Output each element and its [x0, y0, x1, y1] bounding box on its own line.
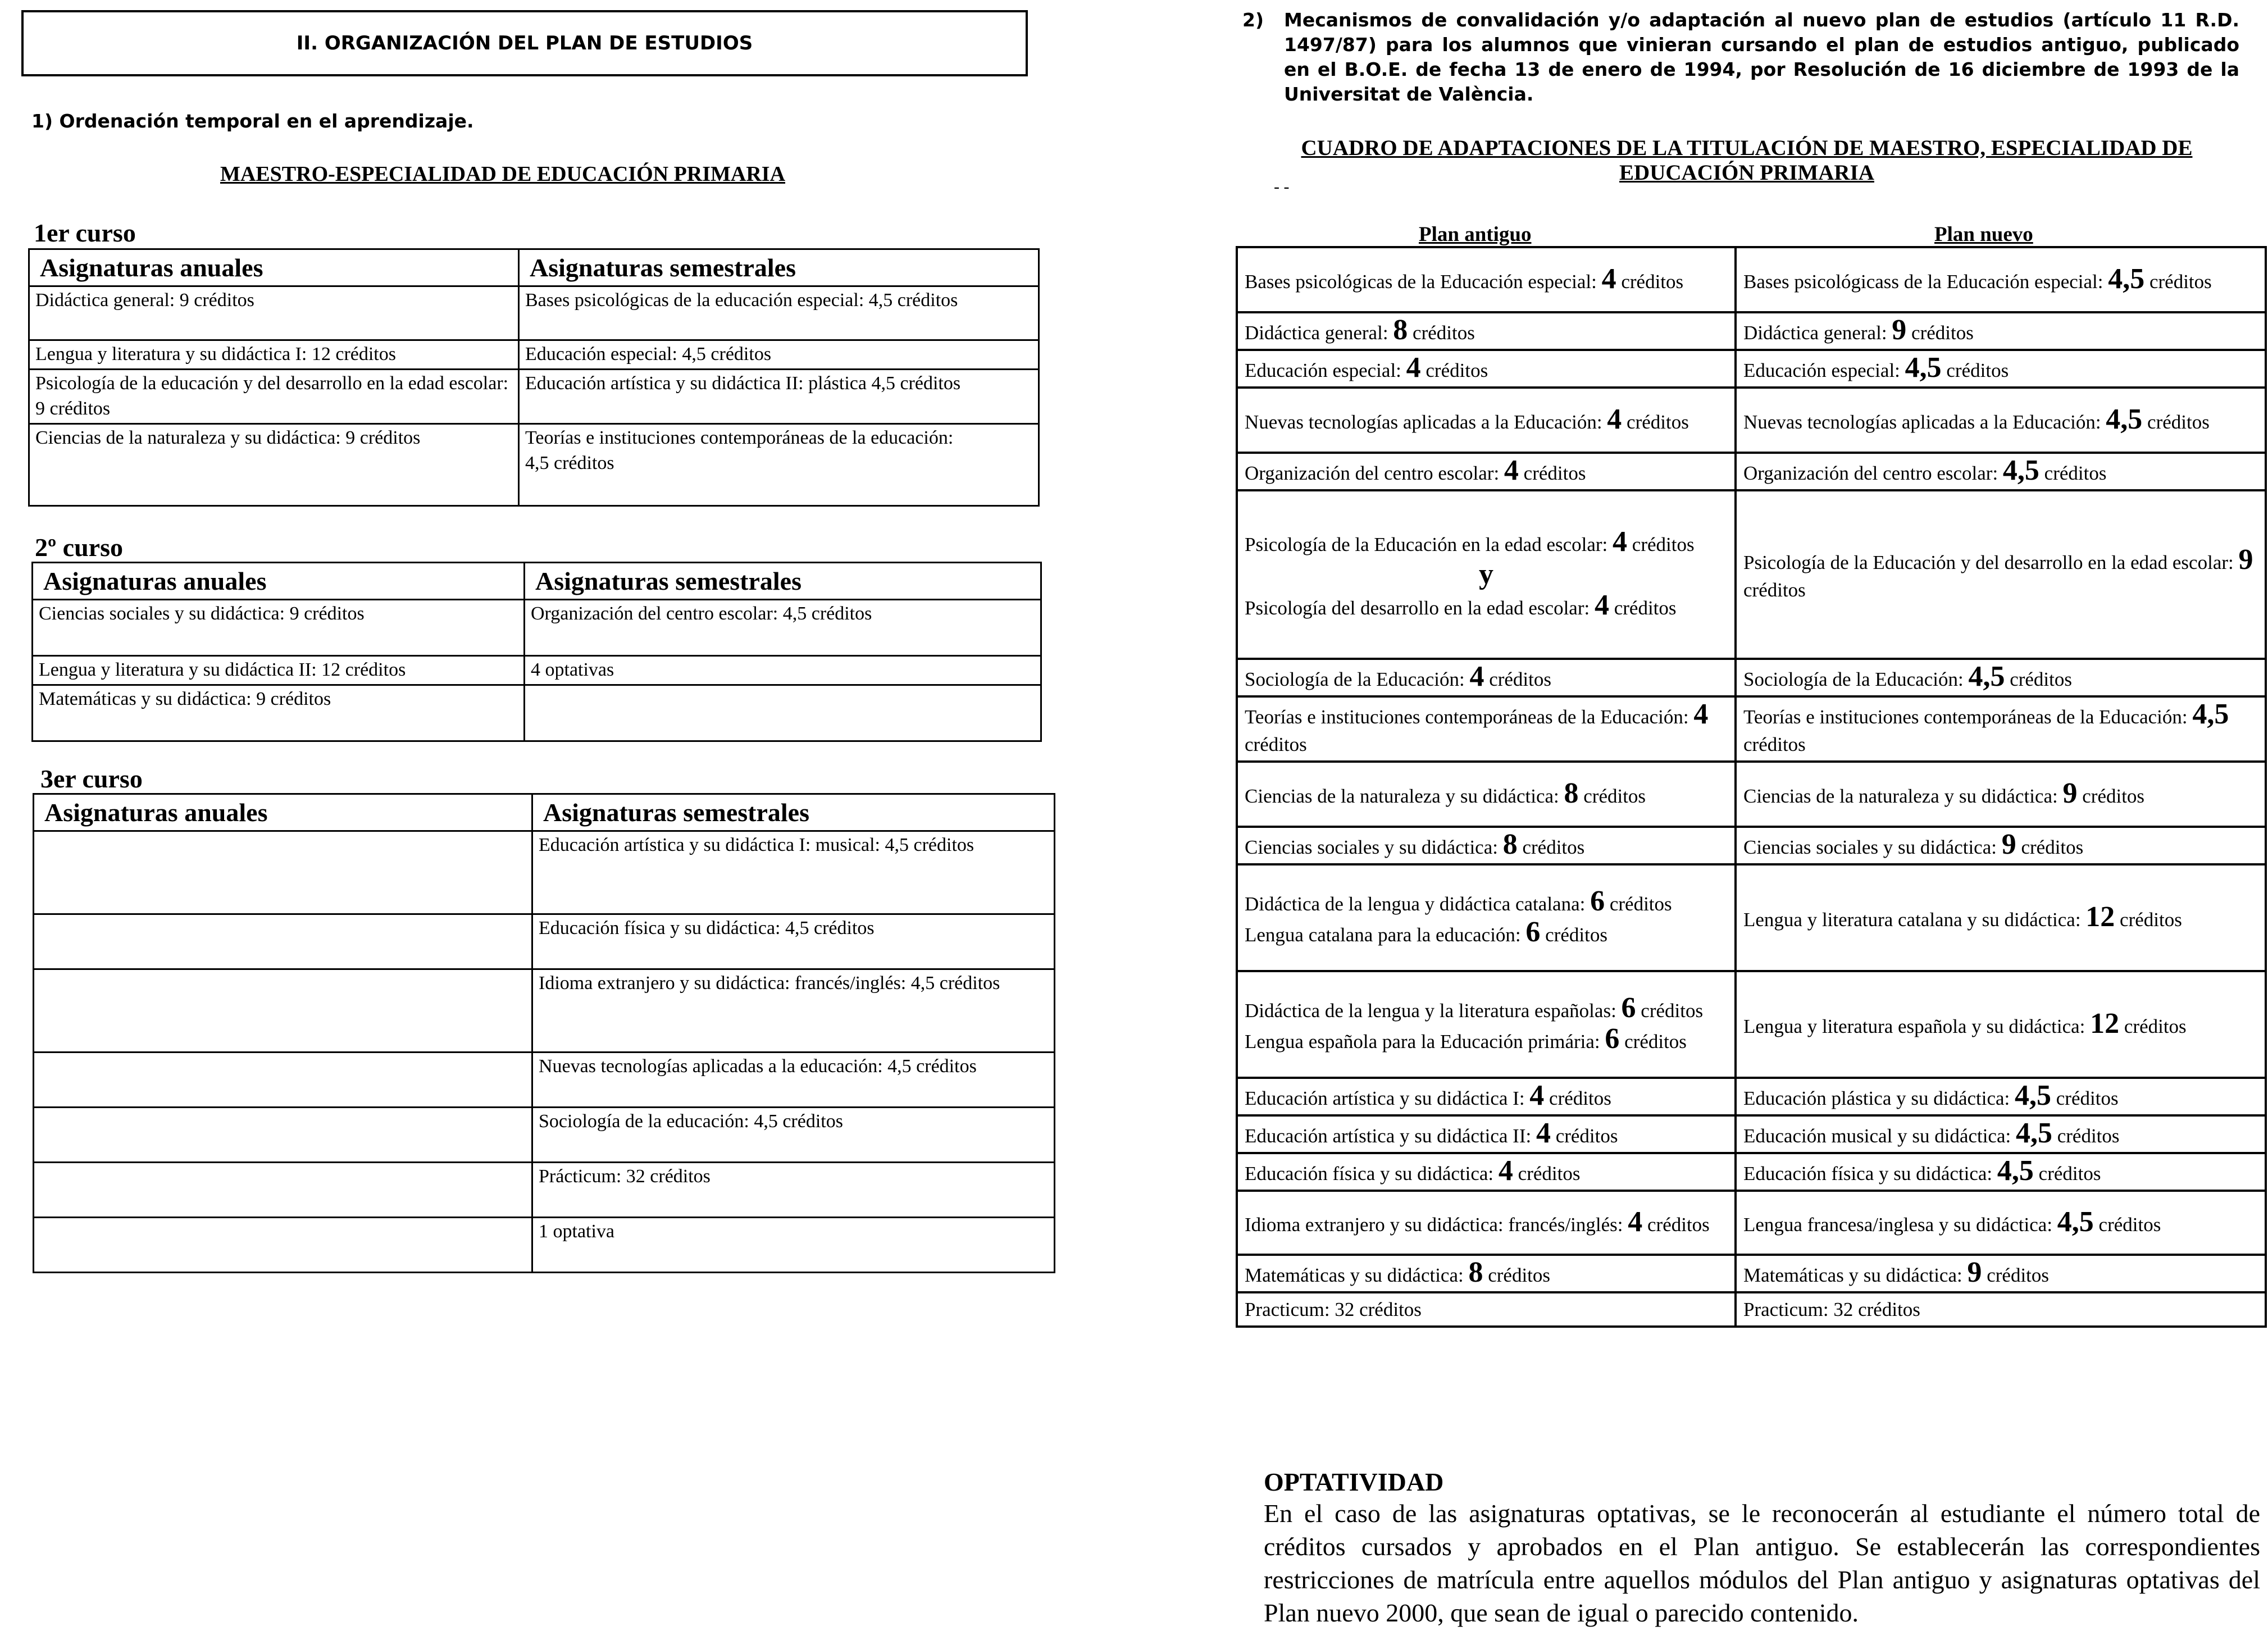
adapt-label: Educación artística y su didáctica I: [1245, 1087, 1525, 1109]
old-entry [1245, 1155, 1581, 1187]
plan-antiguo-cell [1237, 490, 1736, 659]
credit-value: 4,5 [2192, 698, 2229, 730]
practicum-old: Practicum: 32 créditos [1237, 1292, 1736, 1327]
adapt-label: Didáctica de la lengua y didáctica catalana: [1245, 893, 1586, 915]
credit-unit: créditos [2057, 1125, 2120, 1147]
table-row [34, 969, 1055, 1053]
credit-unit: créditos [1426, 359, 1488, 381]
table-row [1237, 762, 2266, 827]
plan-nuevo-cell [1736, 971, 2266, 1078]
plan-antiguo-cell [1237, 762, 1736, 827]
table-row [1237, 350, 2266, 388]
table-cell: Ciencias de la naturaleza y su didáctica: 9 créditos [29, 423, 519, 505]
section-title-box: II. ORGANIZACIÓN DEL PLAN DE ESTUDIOS [21, 10, 1028, 76]
table-cell: Educación física y su didáctica: 4,5 créditos [532, 914, 1055, 969]
credit-value: 4 [1628, 1205, 1643, 1238]
credit-unit: créditos [1523, 462, 1586, 484]
plan-nuevo-cell [1736, 388, 2266, 453]
credit-unit: créditos [1627, 411, 1689, 433]
old-entry [1245, 885, 1672, 917]
credit-value: 4 [1601, 262, 1616, 295]
old-entry [1245, 698, 1709, 755]
table-row [34, 1053, 1055, 1108]
credit-value: 8 [1502, 828, 1518, 860]
credit-unit: créditos [1545, 924, 1607, 946]
header-semestrales: Asignaturas semestrales [525, 563, 1041, 600]
credit-unit: créditos [2044, 462, 2107, 484]
adapt-label: Didáctica de la lengua y la literatura españolas: [1245, 1000, 1616, 1022]
credit-value: 4 [1613, 526, 1628, 558]
old-entry [1245, 828, 1585, 860]
credit-value: 4 [1469, 660, 1484, 693]
course-label-3: 3er curso [40, 764, 143, 793]
credit-value: 8 [1468, 1256, 1483, 1288]
credit-unit: créditos [1743, 734, 1806, 755]
credit-unit: créditos [1614, 596, 1677, 619]
plan-nuevo-cell [1736, 247, 2266, 312]
old-entry [1245, 403, 1689, 435]
adapt-label: Bases psicológicas de la Educación especial: [1245, 270, 1597, 293]
plan-antiguo-cell [1237, 247, 1736, 312]
credit-unit: créditos [1632, 534, 1695, 556]
optatividad-title: OPTATIVIDAD [1264, 1468, 1444, 1496]
adapt-label: Ciencias de la naturaleza y su didáctica: [1245, 785, 1559, 807]
credit-value: 4 [1607, 403, 1622, 435]
old-entry [1245, 1079, 1611, 1111]
table-cell [34, 1218, 532, 1273]
credit-value: 4,5 [2108, 262, 2145, 295]
credit-unit: créditos [1621, 270, 1684, 293]
adapt-label: Organización del centro escolar: [1245, 462, 1500, 484]
optatividad-text: En el caso de las asignaturas optativas, se le reconocerán al estudiante el número total de créditos cursados y aprobados en el Plan antiguo. Se establecerán las correspondientes restricciones de matrícula entre aquellos módulos del Plan antiguo y asignaturas optativas del Plan nuevo 2000, que sean de igual o parecido contenido. [1264, 1499, 2260, 1627]
table-cell [525, 685, 1041, 741]
credit-value: 4,5 [2015, 1079, 2052, 1111]
credit-value: 4 [1529, 1079, 1545, 1111]
adapt-label: Psicología del desarrollo en la edad escolar: [1245, 596, 1590, 619]
adapt-label: Psicología de la Educación y del desarrollo en la edad escolar: [1743, 552, 2234, 573]
plan-nuevo-cell [1736, 350, 2266, 388]
credit-value: 4,5 [1968, 660, 2005, 693]
table-row [1237, 864, 2266, 971]
credit-value: 9 [2062, 777, 2078, 809]
credit-value: 9 [2238, 544, 2253, 576]
plan-nuevo-cell [1736, 312, 2266, 350]
table-cell: Lengua y literatura y su didáctica I: 12 créditos [29, 340, 519, 370]
table-row [1237, 1191, 2266, 1255]
cuadro-title [1258, 136, 2235, 185]
old-entry [1245, 526, 1695, 558]
adapt-label: Educación plástica y su didáctica: [1743, 1087, 2010, 1109]
course-label-1: 1er curso [34, 218, 136, 247]
table-row [33, 656, 1041, 685]
adapt-label: Organización del centro escolar: [1743, 462, 1998, 484]
plan-antiguo-cell [1237, 1078, 1736, 1115]
table-cell: 1 optativa [532, 1218, 1055, 1273]
table-cell: Prácticum: 32 créditos [532, 1163, 1055, 1218]
table-row [1237, 659, 2266, 696]
old-entry [1245, 589, 1677, 621]
table-row [1237, 453, 2266, 490]
old-entry [1245, 992, 1704, 1024]
credit-unit: créditos [2010, 668, 2072, 690]
old-entry [1245, 1117, 1618, 1149]
adapt-label: Educación especial: [1743, 359, 1900, 381]
table-cell [34, 831, 532, 914]
old-entry [1245, 262, 1684, 295]
credit-unit: créditos [2082, 785, 2145, 807]
adaptation-table [1236, 246, 2267, 1328]
plan-antiguo-cell [1237, 1153, 1736, 1191]
credit-value: 4,5 [2002, 454, 2039, 486]
adapt-label: Matemáticas y su didáctica: [1245, 1264, 1464, 1286]
adapt-label: Nuevas tecnologías aplicadas a la Educación: [1743, 411, 2101, 433]
credit-unit: créditos [2056, 1087, 2119, 1109]
old-entry [1245, 352, 1488, 384]
credit-unit: créditos [1911, 322, 1974, 344]
credit-unit: créditos [1489, 668, 1551, 690]
adapt-label: Educación artística y su didáctica II: [1245, 1125, 1532, 1147]
credit-unit: créditos [1641, 1000, 1704, 1022]
adapt-label: Lengua española para la Educación primária: [1245, 1031, 1600, 1053]
table-row [29, 423, 1039, 505]
adapt-label: Didáctica general: [1743, 322, 1887, 344]
table-row [34, 914, 1055, 969]
header-anuales: Asignaturas anuales [33, 563, 525, 600]
plan-nuevo-cell [1736, 1115, 2266, 1153]
table-header-row [29, 249, 1039, 286]
table-row [34, 1218, 1055, 1273]
cell-line: Teorías e instituciones contemporáneas de la educación: [525, 427, 954, 448]
header-anuales: Asignaturas anuales [34, 794, 532, 831]
section-2-number: 2) [1242, 9, 1264, 31]
table-cell: Psicología de la educación y del desarrollo en la edad escolar: 9 créditos [29, 370, 519, 424]
plan-antiguo-cell [1237, 864, 1736, 971]
plan-nuevo-cell [1736, 762, 2266, 827]
table-cell: Organización del centro escolar: 4,5 créditos [525, 600, 1041, 656]
plan-antiguo-cell [1237, 971, 1736, 1078]
table-cell: Idioma extranjero y su didáctica: francés/inglés: 4,5 créditos [532, 969, 1055, 1053]
adapt-label: Psicología de la Educación en la edad escolar: [1245, 534, 1608, 556]
plan-nuevo-cell [1736, 1153, 2266, 1191]
credit-unit: créditos [2021, 836, 2084, 858]
credit-value: 8 [1564, 777, 1579, 809]
table-row [1237, 1153, 2266, 1191]
plan-antiguo-cell [1237, 1115, 1736, 1153]
adapt-label: Didáctica general: [1245, 322, 1388, 344]
credit-unit: créditos [1413, 322, 1475, 344]
table-row [1237, 1255, 2266, 1292]
plan-nuevo-cell [1736, 490, 2266, 659]
adapt-label: Ciencias sociales y su didáctica: [1245, 836, 1498, 858]
credit-value: 4 [1693, 698, 1709, 730]
credit-value: 4,5 [2106, 403, 2143, 435]
table-row [1237, 388, 2266, 453]
table-cell [34, 914, 532, 969]
connector-y: y [1479, 558, 1493, 591]
plan-nuevo-cell [1736, 659, 2266, 696]
credit-value: 4 [1498, 1155, 1513, 1187]
header-semestrales: Asignaturas semestrales [532, 794, 1055, 831]
table-header-row [33, 563, 1041, 600]
table-cell: Educación artística y su didáctica II: plástica 4,5 créditos [519, 370, 1039, 424]
table-row [1237, 490, 2266, 659]
old-entry [1245, 1256, 1551, 1288]
table-row [34, 1108, 1055, 1163]
adapt-label: Lengua catalana para la educación: [1245, 924, 1521, 946]
adapt-label: Matemáticas y su didáctica: [1743, 1264, 1962, 1286]
credit-unit: créditos [1245, 734, 1307, 755]
old-entry [1245, 314, 1475, 346]
plan-nuevo-cell [1736, 864, 2266, 971]
credit-value: 6 [1590, 885, 1605, 917]
section-2-text: Mecanismos de convalidación y/o adaptación al nuevo plan de estudios (artículo 11 R.D. 1497/87) para los alumnos que vinieran cursando el plan de estudios antiguo, publicado en el B.O.E. de fecha 13 de enero de 1994, por Resolución de 16 diciembre de 1993 de la Universitat de València. [1284, 9, 2239, 105]
plan-antiguo-cell [1237, 350, 1736, 388]
adapt-label: Sociología de la Educación: [1245, 668, 1465, 690]
plan-antiguo-cell [1237, 827, 1736, 864]
credit-value: 6 [1525, 916, 1541, 948]
table-cell [519, 423, 1039, 505]
table-cell: Educación artística y su didáctica I: musical: 4,5 créditos [532, 831, 1055, 914]
old-entry [1245, 916, 1607, 948]
cuadro-title-line-2: EDUCACIÓN PRIMARIA [1619, 160, 1874, 185]
credit-unit: créditos [1488, 1264, 1551, 1286]
adapt-label: Educación especial: [1245, 359, 1401, 381]
plan-nuevo-cell [1736, 827, 2266, 864]
plan-nuevo-cell [1736, 1078, 2266, 1115]
adapt-label: Ciencias sociales y su didáctica: [1743, 836, 1997, 858]
credit-value: 12 [2085, 900, 2115, 933]
credit-value: 12 [2090, 1007, 2120, 1040]
credit-unit: créditos [1624, 1031, 1687, 1053]
table-row [1237, 312, 2266, 350]
header-anuales: Asignaturas anuales [29, 249, 519, 286]
column-header-plan-nuevo: Plan nuevo [1934, 223, 2033, 246]
old-entry [1245, 777, 1646, 809]
curso-3-table [33, 793, 1055, 1273]
table-row [1237, 247, 2266, 312]
adapt-label: Ciencias de la naturaleza y su didáctica: [1743, 785, 2058, 807]
credit-value: 4 [1594, 589, 1609, 621]
plan-antiguo-cell [1237, 1191, 1736, 1255]
credit-value: 4 [1536, 1117, 1551, 1149]
plan-nuevo-cell [1736, 1255, 2266, 1292]
old-entry [1245, 1205, 1710, 1238]
credit-value: 8 [1393, 314, 1408, 346]
adapt-label: Educación física y su didáctica: [1245, 1163, 1494, 1184]
table-cell: Educación especial: 4,5 créditos [519, 340, 1039, 370]
table-cell: Matemáticas y su didáctica: 9 créditos [33, 685, 525, 741]
credit-unit: créditos [2120, 908, 2182, 931]
credit-unit: créditos [1555, 1125, 1618, 1147]
table-row [34, 831, 1055, 914]
credit-value: 9 [2001, 828, 2016, 860]
credit-unit: créditos [2147, 411, 2210, 433]
credit-unit: créditos [1549, 1087, 1611, 1109]
plan-antiguo-cell [1237, 696, 1736, 762]
table-row [1237, 1115, 2266, 1153]
plan-antiguo-cell [1237, 388, 1736, 453]
plan-nuevo-cell [1736, 1191, 2266, 1255]
table-row [1237, 827, 2266, 864]
plan-antiguo-cell [1237, 453, 1736, 490]
adapt-label: Sociología de la Educación: [1743, 668, 1964, 690]
stray-mark: - - [1274, 177, 1290, 196]
adapt-label: Lengua y literatura catalana y su didáctica: [1743, 908, 2081, 931]
table-cell [34, 1163, 532, 1218]
adapt-label: Nuevas tecnologías aplicadas a la Educación: [1245, 411, 1602, 433]
credit-unit: créditos [1609, 893, 1672, 915]
adapt-label: Lengua francesa/inglesa y su didáctica: [1743, 1213, 2053, 1236]
table-row [33, 685, 1041, 741]
adapt-label: Educación musical y su didáctica: [1743, 1125, 2011, 1147]
old-entry [1245, 660, 1551, 693]
credit-value: 9 [1967, 1256, 1982, 1288]
curso-1-table [28, 248, 1040, 507]
adapt-label: Teorías e instituciones contemporáneas de la Educación: [1743, 706, 2188, 728]
old-entry [1245, 1023, 1687, 1055]
table-row [29, 370, 1039, 424]
credit-unit: créditos [1743, 579, 1806, 601]
table-row [33, 600, 1041, 656]
plan-antiguo-cell [1237, 1255, 1736, 1292]
column-header-plan-antiguo: Plan antiguo [1419, 223, 1532, 246]
table-row [29, 286, 1039, 340]
cuadro-title-line-1: CUADRO DE ADAPTACIONES DE LA TITULACIÓN DE MAESTRO, ESPECIALIDAD DE [1301, 136, 2193, 160]
cell-line: 4,5 créditos [525, 452, 614, 473]
table-row [1237, 696, 2266, 762]
old-entry [1245, 454, 1586, 486]
credit-unit: créditos [2124, 1015, 2187, 1037]
credit-unit: créditos [2149, 270, 2212, 293]
credit-value: 4,5 [1997, 1155, 2034, 1187]
plan-nuevo-cell [1736, 696, 2266, 762]
table-cell: Ciencias sociales y su didáctica: 9 créditos [33, 600, 525, 656]
main-heading: MAESTRO-ESPECIALIDAD DE EDUCACIÓN PRIMARIA [220, 162, 786, 186]
course-label-2: 2º curso [35, 533, 124, 562]
credit-value: 6 [1621, 992, 1636, 1024]
adapt-label: Teorías e instituciones contemporáneas de la Educación: [1245, 706, 1689, 728]
adapt-label: Idioma extranjero y su didáctica: francés/inglés: [1245, 1213, 1623, 1236]
credit-value: 6 [1605, 1023, 1620, 1055]
table-row [1237, 971, 2266, 1078]
curso-2-table [31, 562, 1042, 742]
credit-unit: créditos [1987, 1264, 2050, 1286]
credit-unit: créditos [1647, 1213, 1710, 1236]
table-cell [34, 969, 532, 1053]
plan-antiguo-cell [1237, 312, 1736, 350]
adapt-label: Bases psicológicass de la Educación especial: [1743, 270, 2103, 293]
header-semestrales: Asignaturas semestrales [519, 249, 1039, 286]
table-row [1237, 1292, 2266, 1327]
credit-value: 4 [1406, 352, 1421, 384]
plan-nuevo-cell [1736, 453, 2266, 490]
table-cell: Nuevas tecnologías aplicadas a la educación: 4,5 créditos [532, 1053, 1055, 1108]
practicum-new: Practicum: 32 créditos [1736, 1292, 2266, 1327]
credit-value: 9 [1892, 314, 1907, 346]
table-row [34, 1163, 1055, 1218]
table-cell: Bases psicológicas de la educación especial: 4,5 créditos [519, 286, 1039, 340]
credit-unit: créditos [2098, 1213, 2161, 1236]
credit-unit: créditos [1583, 785, 1646, 807]
section-1-title: 1) Ordenación temporal en el aprendizaje. [31, 110, 474, 132]
table-cell [34, 1108, 532, 1163]
adapt-label: Educación física y su didáctica: [1743, 1163, 1993, 1184]
credit-unit: créditos [2038, 1163, 2101, 1184]
table-cell: Lengua y literatura y su didáctica II: 12 créditos [33, 656, 525, 685]
credit-value: 4,5 [1905, 352, 1942, 384]
section-2-paragraph [1242, 8, 2239, 107]
credit-value: 4,5 [2015, 1117, 2052, 1149]
table-row [29, 340, 1039, 370]
table-header-row [34, 794, 1055, 831]
table-cell: Sociología de la educación: 4,5 créditos [532, 1108, 1055, 1163]
table-cell: Didáctica general: 9 créditos [29, 286, 519, 340]
credit-unit: créditos [1946, 359, 2009, 381]
credit-unit: créditos [1522, 836, 1585, 858]
credit-value: 4 [1504, 454, 1519, 486]
adapt-label: Lengua y literatura española y su didáctica: [1743, 1015, 2085, 1037]
plan-antiguo-cell [1237, 659, 1736, 696]
table-cell: 4 optativas [525, 656, 1041, 685]
credit-unit: créditos [1518, 1163, 1581, 1184]
table-row [1237, 1078, 2266, 1115]
credit-value: 4,5 [2057, 1205, 2094, 1238]
table-cell [34, 1053, 532, 1108]
